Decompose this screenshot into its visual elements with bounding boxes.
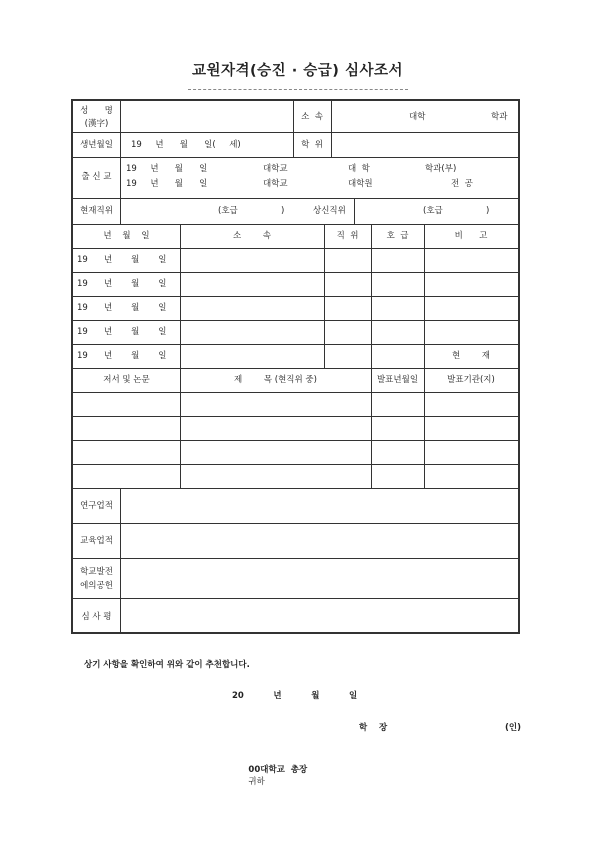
history-header-date: 년 월 일 [103, 231, 150, 241]
dean-label: 학 장 [359, 723, 388, 733]
degree-label: 학 위 [301, 140, 323, 150]
review-label: 심 사 평 [81, 612, 112, 622]
addressee [243, 753, 307, 787]
university-label: 대학 [409, 112, 426, 122]
proposed-salary-grade: (호급 ) [423, 206, 490, 216]
column-divider [371, 368, 372, 488]
undergrad-major: 학과(부) [425, 164, 457, 174]
signature-date: 20 년 월 일 [232, 691, 358, 701]
column-divider [120, 488, 121, 632]
row-divider [73, 523, 518, 524]
current-position-label: 현재직위 [80, 206, 113, 216]
history-row-date: 19 년 월 일 [77, 351, 167, 361]
row-divider [73, 320, 518, 321]
contribution-label: 학교발전 [80, 567, 113, 577]
hanja-label: (漢字) [84, 119, 109, 129]
grad-school: 대학원 [348, 179, 373, 189]
review-form-table [71, 99, 520, 634]
history-header-affiliation: 소 속 [232, 231, 272, 241]
row-divider [73, 248, 518, 249]
undergrad-date: 19 년 월 일 [126, 164, 208, 174]
history-row-current: 현 재 [451, 351, 491, 361]
row-divider [73, 272, 518, 273]
addressee-suffix: 귀하 [248, 777, 265, 787]
row-divider [73, 368, 518, 369]
row-divider [73, 344, 518, 345]
grad-date: 19 년 월 일 [126, 179, 208, 189]
row-divider [73, 224, 518, 225]
row-divider [73, 392, 518, 393]
seal-mark: (인) [505, 723, 521, 733]
publications-header-venue: 발표기관(지) [447, 375, 495, 385]
publications-header-title: 제 목 (현직위 중) [234, 375, 317, 385]
history-header-position: 직 위 [336, 231, 359, 241]
history-row-date: 19 년 월 일 [77, 279, 167, 289]
row-divider [73, 488, 518, 489]
department-label: 학과 [491, 112, 508, 122]
row-divider [73, 296, 518, 297]
proposed-position-label: 상신직위 [313, 206, 346, 216]
history-row-date: 19 년 월 일 [77, 255, 167, 265]
publications-header-date: 발표년월일 [376, 375, 419, 385]
publications-header-works: 저서 및 논문 [103, 375, 150, 385]
column-divider [324, 224, 325, 368]
row-divider [73, 132, 518, 133]
column-divider [120, 101, 121, 224]
row-divider [73, 464, 518, 465]
column-divider [180, 224, 181, 488]
name-label: 성 명 [80, 106, 113, 116]
addressee-president: 00대학교 총장 [248, 765, 308, 775]
birthdate-label: 생년월일 [80, 140, 113, 150]
research-label: 연구업적 [80, 501, 113, 511]
page-title: 교원자격(승진 · 승급) 심사조서 [192, 63, 403, 79]
history-header-remarks: 비 고 [454, 231, 488, 241]
history-header-grade: 호 급 [386, 231, 409, 241]
row-divider [73, 558, 518, 559]
alma-mater-label: 출 신 교 [81, 172, 112, 182]
undergrad-university: 대학교 [263, 164, 288, 174]
column-divider [371, 224, 372, 368]
education-label: 교육업적 [80, 536, 113, 546]
row-divider [73, 198, 518, 199]
current-salary-grade: (호급 ) [218, 206, 285, 216]
affiliation-label: 소 속 [301, 112, 323, 122]
row-divider [73, 416, 518, 417]
contribution-label-2: 에의공헌 [80, 581, 113, 591]
birthdate-value: 19 년 월 일( 세) [131, 140, 241, 150]
grad-major: 전 공 [451, 179, 473, 189]
history-row-date: 19 년 월 일 [77, 327, 167, 337]
column-divider [354, 198, 355, 224]
history-row-date: 19 년 월 일 [77, 303, 167, 313]
row-divider [73, 157, 518, 158]
recommendation-statement: 상기 사항을 확인하여 위와 같이 추천합니다. [84, 660, 250, 670]
undergrad-college: 대 학 [348, 164, 370, 174]
title-underline [188, 89, 408, 90]
column-divider [331, 101, 332, 157]
row-divider [73, 440, 518, 441]
grad-university: 대학교 [263, 179, 288, 189]
row-divider [73, 598, 518, 599]
